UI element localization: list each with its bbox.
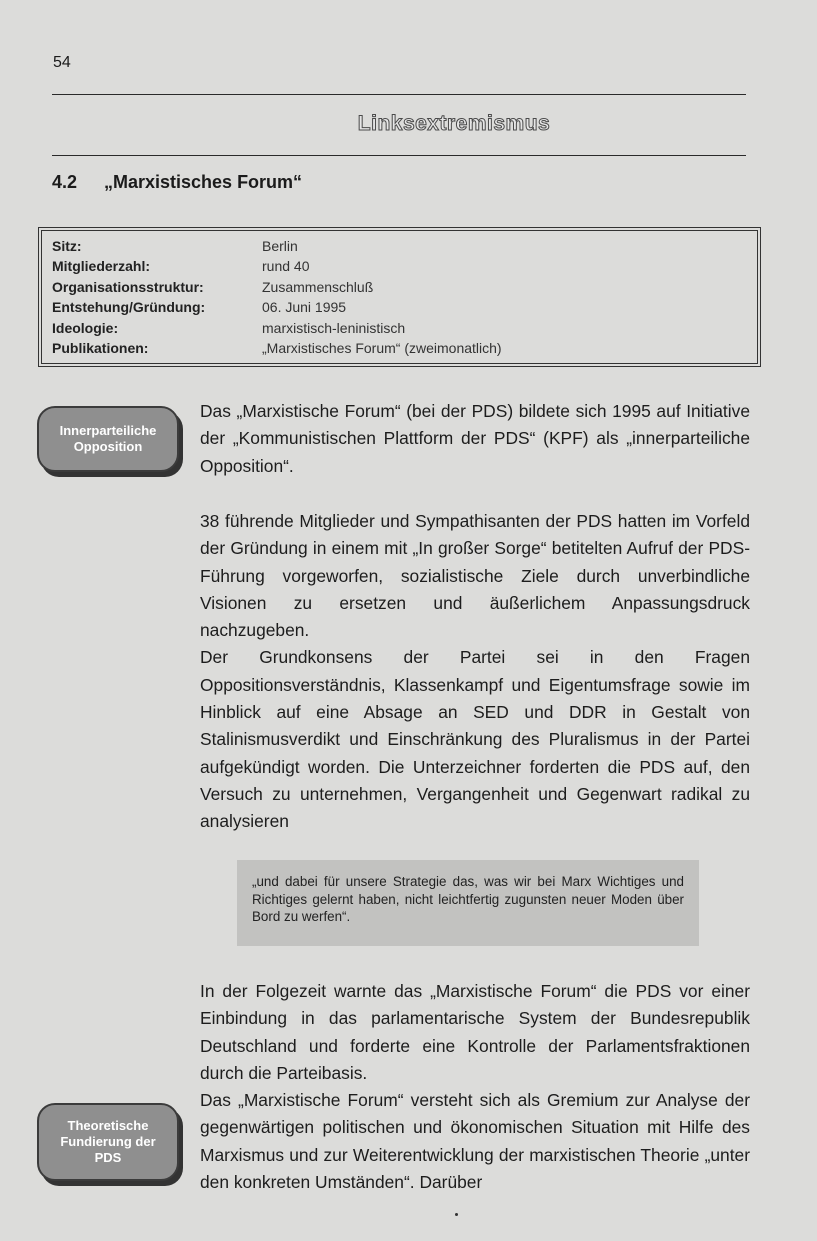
paragraph: 38 führende Mitglieder und Sympathisanten der PDS hatten im Vorfeld der Gründung in einem mit „In großer Sorge“ betitelten Aufruf der PDS-Führung vorgeworfen, sozialistische Ziele durch unverbindliche Visionen zu ersetzen und äußerlichem Anpassungsdruck nachzugeben. (200, 511, 750, 641)
info-value: marxistisch-leninistisch (262, 319, 406, 336)
info-row-publikationen (52, 338, 757, 358)
paragraph-block (200, 508, 750, 836)
paragraph: In der Folgezeit warnte das „Marxistische Forum“ die PDS vor einer Einbindung in das parlamentarische System der Bundesrepublik Deutschland und forderte eine Kontrolle der Parlamentsfraktionen durch die Parteibasis. (200, 981, 750, 1083)
paragraph: Das „Marxistische Forum“ (bei der PDS) bildete sich 1995 auf Initiative der „Kommunistischen Plattform der PDS“ (KPF) als „innerparteiliche Opposition“. (200, 401, 750, 476)
info-label: Organisationsstruktur: (52, 278, 204, 295)
section-heading: „Marxistisches Forum“ (104, 172, 303, 192)
info-box (38, 227, 761, 367)
margin-note-opposition (37, 406, 179, 472)
header-top-rule (52, 94, 746, 95)
info-row-mitgliederzahl (52, 256, 757, 276)
paragraph-intro (200, 398, 750, 480)
info-label: Ideologie: (52, 319, 119, 336)
section-title (52, 172, 302, 193)
paragraph: Das „Marxistische Forum“ versteht sich als Gremium zur Analyse der gegenwärtigen politischen und ökonomischen Situation mit Hilfe des Marxismus und zur Weiterentwicklung der marxistischen Theorie „unter den konkreten Umständen“. Darüber (200, 1090, 750, 1193)
info-value: „Marxistisches Forum“ (zweimonatlich) (262, 340, 502, 357)
margin-note-text: Innerparteiliche Opposition (59, 423, 157, 454)
info-value: 06. Juni 1995 (262, 299, 347, 316)
info-label: Publikationen: (52, 340, 149, 357)
info-row-entstehung (52, 297, 757, 317)
info-value: Zusammenschluß (262, 278, 374, 295)
info-value: rund 40 (262, 258, 310, 275)
paragraph-block-2 (200, 978, 750, 1196)
info-label: Sitz: (52, 238, 82, 254)
running-head: Linksextremismus (357, 112, 551, 135)
margin-note-text: Theoretische Fundierung der PDS (60, 1118, 156, 1165)
info-label: Entstehung/Gründung: (52, 299, 206, 316)
header-bottom-rule (52, 155, 746, 156)
info-box-inner (41, 230, 758, 364)
info-value: Berlin (262, 238, 298, 254)
block-quote: „und dabei für unsere Strategie das, was wir bei Marx Wichtiges und Richtiges gelernt haben, nicht leichtfertig zugunsten neuer Moden über Bord zu werfen“. (237, 860, 699, 946)
paragraph: Der Grundkonsens der Partei sei in den Fragen Oppositionsverständnis, Klassenkampf und Eigentumsfrage sowie im Hinblick auf eine Absage an SED und DDR in Gestalt von Stalinismusverdikt und Einschränkung des Pluralismus in der Partei aufgekündigt worden. Die Unterzeichner forderten die PDS auf, den Versuch zu unternehmen, Vergangenheit und Gegenwart radikal zu analysieren (200, 647, 750, 832)
section-number: 4.2 (52, 172, 78, 192)
info-row-ideologie (52, 318, 757, 338)
info-row-sitz (52, 236, 757, 256)
margin-note-theory (37, 1103, 179, 1181)
print-speck (455, 1213, 458, 1216)
page-number: 54 (53, 54, 71, 71)
info-label: Mitgliederzahl: (52, 258, 151, 275)
info-row-organisationsstruktur (52, 277, 757, 297)
